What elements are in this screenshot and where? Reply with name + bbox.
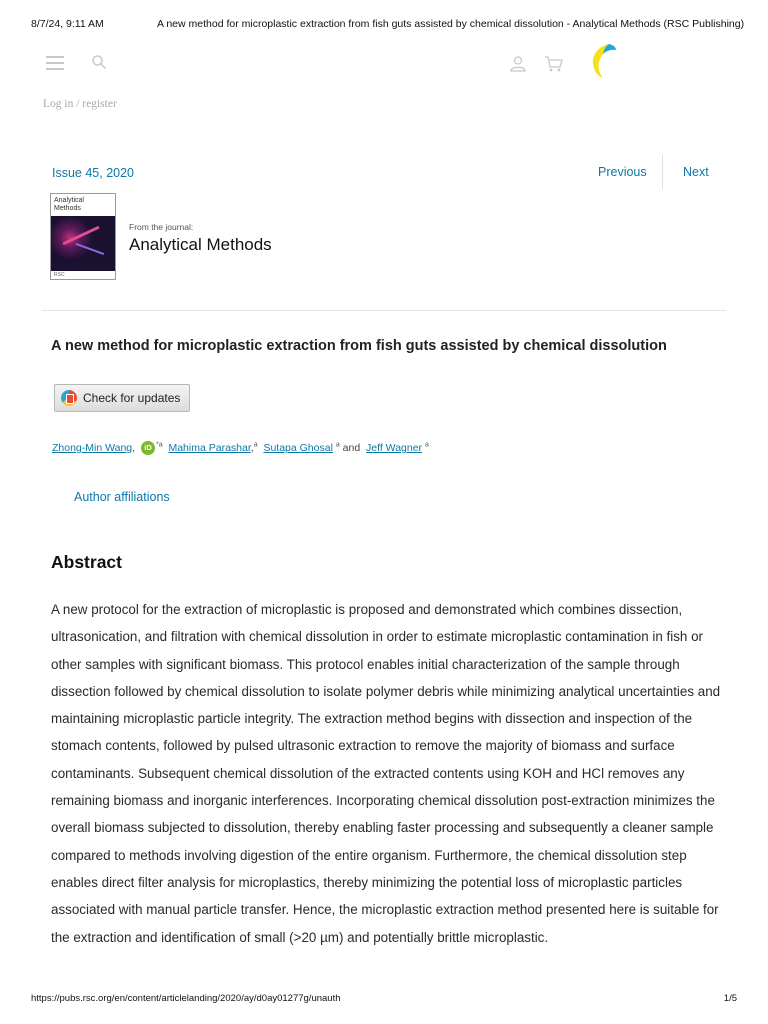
previous-article-link[interactable]: Previous <box>598 165 647 179</box>
search-icon[interactable] <box>91 54 107 70</box>
author-link[interactable]: Jeff Wagner <box>366 441 423 454</box>
check-for-updates-button[interactable] <box>54 384 190 412</box>
print-page-number: 1/5 <box>723 993 737 1004</box>
print-header <box>31 18 745 32</box>
menu-icon[interactable] <box>46 56 64 72</box>
author-affiliation-marks: a <box>424 441 429 449</box>
author-affiliation-marks: *a <box>156 441 163 449</box>
check-for-updates-label: Check for updates <box>83 391 181 405</box>
login-register-link[interactable]: Log in / register <box>43 98 117 110</box>
author-link[interactable]: Zhong-Min Wang <box>52 441 133 454</box>
abstract-heading: Abstract <box>51 552 122 572</box>
author-affiliations-toggle[interactable]: Author affiliations <box>74 490 170 504</box>
journal-cover-image[interactable] <box>50 193 116 280</box>
cover-publisher-mark: RSC <box>54 272 65 278</box>
crossmark-icon <box>61 390 77 406</box>
article-title: A new method for microplastic extraction from fish guts assisted by chemical dissolution <box>51 338 667 354</box>
journal-header <box>42 155 726 311</box>
orcid-icon[interactable]: iD <box>141 441 155 455</box>
nav-divider <box>662 155 663 189</box>
abstract-text: A new protocol for the extraction of microplastic is proposed and demonstrated which combines dissection, ultrasonication, and filtration with chemical dissolution in order to estimate microplastic contamination in fish or other samples with significant biomass. This protocol enables initial characterization of the sample through dissection followed by chemical dissolution to isolate polymer debris while minimizing analytical uncertainties and maintaining microplastic particle integrity. The extraction method begins with dissection and inspection of the stomach contents, followed by pulsed ultrasonic extraction to remove the majority of biomass and surface contaminants. Subsequent chemical dissolution of the extracted contents using KOH and HCl removes any remaining biomass and inorganic interferences. Incorporating chemical dissolution post-extraction minimizes the overall biomass subjected to dissolution, thereby enabling faster processing and subsequently a cleaner sample compared to methods involving digestion of the entire organism. Furthermore, the chemical dissolution step enables direct filter analysis for microplastics, thereby minimizing the potential loss of microplastic particles associated with manual particle transfer. Hence, the microplastic extraction method presented here is suitable for the extraction and identification of small (>20 µm) and potentially brittle microplastic. <box>51 602 721 945</box>
print-url: https://pubs.rsc.org/en/content/articlelanding/2020/ay/d0ay01277g/unauth <box>31 993 341 1004</box>
rsc-logo[interactable] <box>589 42 617 80</box>
print-page-title: A new method for microplastic extraction from fish guts assisted by chemical dissolution - Analytical Methods (RSC Publishing) <box>157 18 745 30</box>
journal-name[interactable]: Analytical Methods <box>129 235 272 254</box>
from-journal-label: From the journal: <box>129 222 194 232</box>
author-affiliation-marks: a <box>335 441 340 449</box>
cover-title: Analytical Methods <box>54 197 84 212</box>
user-icon[interactable] <box>509 55 527 73</box>
issue-link[interactable]: Issue 45, 2020 <box>52 166 135 180</box>
print-datetime: 8/7/24, 9:11 AM <box>31 18 104 30</box>
author-affiliation-marks: a <box>253 441 258 449</box>
cover-art <box>51 216 115 271</box>
print-footer <box>31 993 737 1007</box>
author-list: Zhong-Min Wang, iD $^{*a}$ Mahima Parashar,$^a$ Sutapa Ghosal $^a$ and Jeff Wagner $^a$ <box>52 441 429 454</box>
next-article-link[interactable]: Next <box>683 165 709 179</box>
author-link[interactable]: Sutapa Ghosal <box>263 441 333 454</box>
author-link[interactable]: Mahima Parashar <box>168 441 251 454</box>
cart-icon[interactable] <box>544 55 564 73</box>
and-label: and <box>342 441 361 454</box>
